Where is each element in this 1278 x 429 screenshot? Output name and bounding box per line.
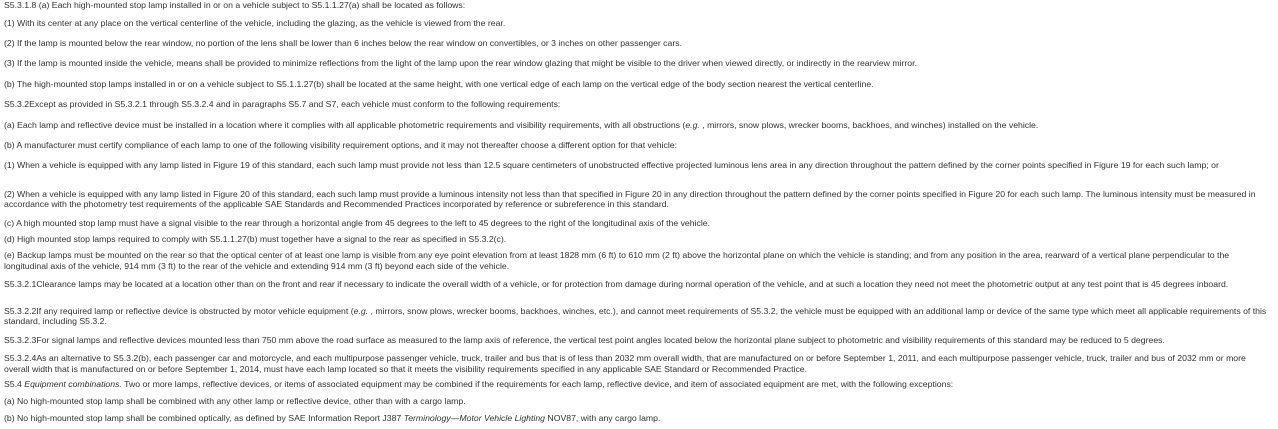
paragraph-text: Two or more lamps, reflective devices, or items of associated equipment may be combined if the requirements for each lamp, reflective device, and item of associated equipment are met, with the following exceptions: (121, 379, 954, 390)
paragraph-s5-3-2-1: S5.3.2.1Clearance lamps may be located at a location other than on the front and rear if necessary to indicate the overall width of a vehicle, or for protection from damage during normal operation of the vehicle, and at such a location they need not meet the photometric output at any test point that is 45 degrees inboard. (4, 278, 1229, 289)
paragraph-s5-3-2-4: S5.3.2.4As an alternative to S5.3.2(b), each passenger car and motorcycle, and each multipurpose passenger vehicle, truck, trailer and bus that is of less than 2032 mm overall width, that are manufactured on or before September 1, 2011, and each multipurpose passenger vehicle, truck, trailer and bus of 2032 mm or more overall width that is manufactured on or before September 1, 2014, must have each lamp located so that it meets the visibility requirements specified in any applicable SAE Standard or Recommended Practice. (4, 353, 1246, 374)
paragraph-s5-4-b (4, 413, 1272, 429)
paragraph-s5-3-2-b-1: (1) When a vehicle is equipped with any lamp listed in Figure 19 of this standard, each such lamp must provide not less than 12.5 square centimeters of unobstructed effective projected luminous lens area in any direction throughout the pattern defined by the corner points specified in Figure 19 for each such lamp; or (4, 160, 1219, 171)
paragraph-s5-3-2-e: (e) Backup lamps must be mounted on the rear so that the optical center of at least one lamp is visible from any eye point elevation from at least 1828 mm (6 ft) to 610 mm (2 ft) above the horizontal plane on which the vehicle is standing; and from any position in the area, rearward of a vertical plane perpendicular to the longitudinal axis of the vehicle, 914 mm (3 ft) to the rear of the vehicle and extending 914 mm (3 ft) beyond each side of the vehicle. (4, 250, 1230, 271)
paragraph-s5-3-2-c: (c) A high mounted stop lamp must have a signal visible to the rear through a horizontal angle from 45 degrees to the left to 45 degrees to the right of the longitudinal axis of the vehicle. (4, 217, 711, 228)
paragraph-emphasis: Terminology—Motor Vehicle Lighting (403, 412, 546, 423)
paragraph-emphasis: e.g. (685, 119, 700, 130)
paragraph-item-3: (3) If the lamp is mounted inside the vehicle, means shall be provided to minimize reflections from the light of the lamp upon the rear window glazing that might be visible to the driver when viewed directly, or indirectly in the rearview mirror. (4, 58, 917, 69)
paragraph-s5-3-1-8-b: (b) The high-mounted stop lamps installed in or on a vehicle subject to S5.1.1.27(b) shall be located at the same height, with one vertical edge of each lamp on the vertical edge of the body section nearest the vertical centerline. (4, 78, 874, 89)
paragraph-s5-4 (4, 379, 1272, 396)
paragraph-text: , mirrors, snow plows, wrecker booms, backhoes, and winches) installed on the vehicle. (699, 119, 1039, 130)
paragraph-text: NOV87, with any cargo lamp. (545, 412, 661, 423)
paragraph-item-2: (2) If the lamp is mounted below the rear window, no portion of the lens shall be lower than 6 inches below the rear window on convertibles, or 3 inches on other passenger cars. (4, 37, 683, 48)
paragraph-s5-3-2-b-2: (2) When a vehicle is equipped with any lamp listed in Figure 20 of this standard, each such lamp must provide a luminous intensity not less than that specified in Figure 20 in any direction throughout the pattern defined by the corner points specified in Figure 20 for each such lamp. The luminous intensity must be measured in accordance with the photometry test requirements of the applicable SAE Standards and Recommended Practices incorporated by reference or subreference in this standard. (4, 188, 1256, 210)
paragraph-s5-3-2-2 (4, 306, 1272, 335)
paragraph-emphasis: e.g. (353, 305, 369, 316)
paragraph-s5-3-1-8-a: S5.3.1.8 (a) Each high-mounted stop lamp installed in or on a vehicle subject to S5.1.1.27(a) shall be located as follows: (4, 0, 466, 10)
paragraph-text: S5.3.2.2If any required lamp or reflective device is obstructed by motor vehicle equipment ( (4, 305, 354, 316)
paragraph-text: , mirrors, snow plows, wrecker booms, backhoes, winches, etc.), and cannot meet requirements of S5.3.2, the vehicle must be equipped with an additional lamp or device of the same type which meet all applicable requirements of this standard, including S5.3.2. (4, 305, 1267, 327)
paragraph-s5-3-2: S5.3.2Except as provided in S5.3.2.1 through S5.3.2.4 and in paragraphs S5.7 and S7, each vehicle must conform to the following requirements: (4, 99, 561, 110)
paragraph-s5-3-2-d: (d) High mounted stop lamps required to comply with S5.1.1.27(b) must together have a signal to the rear as specified in S5.3.2(c). (4, 233, 507, 244)
paragraph-item-1: (1) With its center at any place on the vertical centerline of the vehicle, including the glazing, as the vehicle is viewed from the rear. (4, 17, 506, 28)
paragraph-emphasis: Equipment combinations. (24, 379, 122, 390)
paragraph-text: (b) No high-mounted stop lamp shall be combined optically, as defined by SAE Information Report J387 (4, 412, 404, 423)
paragraph-text: S5.4 (4, 379, 25, 390)
paragraph-s5-3-2-b: (b) A manufacturer must certify compliance of each lamp to one of the following visibility requirement options, and it may not thereafter choose a different option for that vehicle: (4, 139, 677, 150)
paragraph-s5-3-2-3: S5.3.2.3For signal lamps and reflective devices mounted less than 750 mm above the road surface as measured to the lamp axis of reference, the vertical test point angles located below the horizontal plane subject to photometric and visibility requirements of this standard may be reduced to 5 degrees. (4, 334, 1165, 345)
paragraph-s5-4-a: (a) No high-mounted stop lamp shall be combined with any other lamp or reflective device, other than with a cargo lamp. (4, 395, 466, 406)
paragraph-text: (a) Each lamp and reflective device must be installed in a location where it complies with all applicable photometric requirements and visibility requirements, with all obstructions ( (4, 119, 686, 130)
paragraph-s5-3-2-a (4, 120, 1272, 140)
